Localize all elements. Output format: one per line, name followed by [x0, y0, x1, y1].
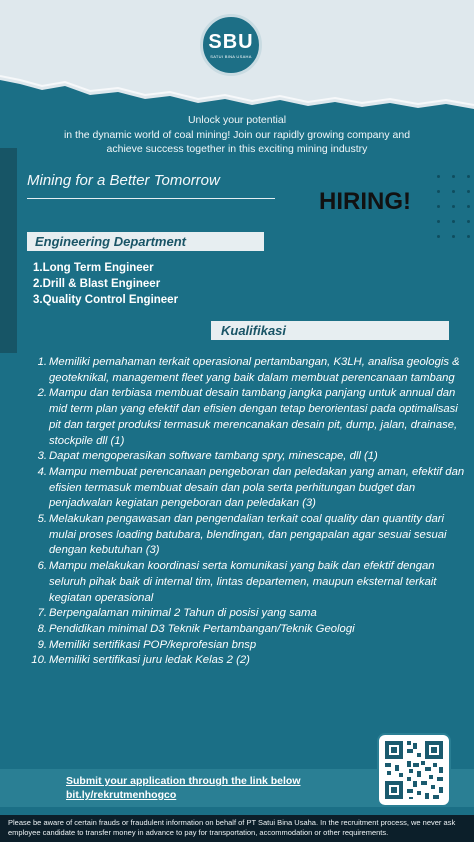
- side-accent-bar: [0, 148, 17, 353]
- qualification-number: 2.: [37, 387, 47, 400]
- qr-code-icon: [381, 737, 447, 803]
- qualification-text: Dapat mengoperasikan software tambang spry, minescape, dll (1): [49, 450, 378, 463]
- qualification-text: Mampu membuat perencanaan pengeboran dan peledakan yang aman, efektif dan efisien termasuk membuat desain dan pola serta perhitungan budget dan penjadwalan kegiatan pengeboran dan peledakan (3): [49, 465, 465, 510]
- fraud-disclaimer: Please be aware of certain frauds or fraudulent information on behalf of PT Satui Bina Usaha. In the recruitment process, we never ask employee candidate to transfer money in advance to pay for transportation, accommodation or other requirements.: [0, 815, 474, 842]
- qualification-number: 1.: [37, 356, 47, 368]
- position-label: Long Term Engineer: [42, 262, 154, 274]
- qualification-item: [28, 465, 468, 512]
- qualification-item: [28, 449, 468, 465]
- position-number: 3.: [33, 294, 43, 306]
- qualification-text: Memiliki sertifikasi juru ledak Kelas 2 (2): [49, 654, 250, 667]
- qualification-text: Berpengalaman minimal 2 Tahun di posisi yang sama: [49, 607, 317, 620]
- department-title: Engineering Department: [35, 234, 186, 249]
- qualification-item: [28, 512, 468, 559]
- intro-text: [0, 113, 474, 157]
- qualifications-list: [28, 355, 468, 669]
- qualification-item: [28, 355, 468, 386]
- position-item: [33, 292, 178, 308]
- position-item: [33, 276, 178, 292]
- qualification-number: 3.: [37, 450, 47, 463]
- qualification-item: [28, 606, 468, 622]
- intro-line-1: Unlock your potential: [187, 114, 287, 126]
- company-logo: [200, 14, 262, 76]
- qualification-item: [28, 638, 468, 654]
- intro-line-2: in the dynamic world of coal mining! Join our rapidly growing company and: [63, 128, 411, 141]
- qualification-number: 6.: [37, 560, 47, 573]
- position-label: Drill & Blast Engineer: [42, 278, 161, 290]
- submit-instruction: Submit your application through the link below: [66, 775, 301, 787]
- qualification-text: Mampu melakukan koordinasi serta komunikasi yang baik dan efektif dengan seluruh pihak baik di internal tim, lintas departemen, maupun eksternal terkait kegiatan operasional: [49, 560, 437, 604]
- position-number: 2.: [33, 278, 43, 290]
- qualification-text: Memiliki sertifikasi POP/keprofesian bnsp: [49, 638, 257, 651]
- qualification-number: 10.: [31, 654, 47, 667]
- qualification-item: [28, 622, 468, 638]
- qualification-number: 5.: [37, 513, 47, 526]
- position-label: Quality Control Engineer: [42, 294, 179, 306]
- hiring-heading: HIRING!: [319, 188, 411, 215]
- qualification-item: [28, 653, 468, 669]
- tagline-underline: [27, 198, 275, 199]
- qualification-text: Pendidikan minimal D3 Teknik Pertambangan/Teknik Geologi: [49, 622, 355, 635]
- qualification-item: [28, 559, 468, 606]
- position-number: 1.: [33, 262, 43, 274]
- qualification-text: Memiliki pemahaman terkait operasional pertambangan, K3LH, analisa geologis & geoteknikal, management fleet yang baik dalam membuat perencanaan tambang: [49, 356, 460, 384]
- qualification-number: 4.: [37, 465, 47, 478]
- position-item: [33, 260, 178, 276]
- kualifikasi-title: Kualifikasi: [221, 323, 287, 338]
- positions-list: [33, 260, 178, 308]
- intro-line-3: achieve success together in this exciting mining industry: [106, 143, 368, 155]
- logo-text: SBU: [208, 30, 254, 53]
- logo-subtext: SATUI BINA USAHA: [210, 53, 252, 59]
- qualification-text: Melakukan pengawasan dan pengendalian terkait coal quality dan quantity dari mulai proses loading batubara, blendingan, dan pengapalan agar sesuai sesuai dengan kebutuhan (3): [49, 513, 447, 557]
- tagline: Mining for a Better Tomorrow: [27, 172, 220, 189]
- qualification-text: Mampu dan terbiasa membuat desain tambang jangka panjang untuk annual dan mid term plan yang efektif dan efisien dengan tetap berorientasi pada optimalisasi pit dan target produksi termasuk merencanakan desain pit, dump, jalan, drainase, stockpile dll (1): [49, 387, 458, 447]
- qr-code[interactable]: [377, 733, 451, 807]
- qualification-number: 7.: [37, 607, 47, 620]
- qualification-item: [28, 386, 468, 449]
- application-link[interactable]: bit.ly/rekrutmenhogco: [66, 789, 177, 801]
- qualification-number: 8.: [37, 622, 47, 635]
- qualification-number: 9.: [37, 638, 47, 651]
